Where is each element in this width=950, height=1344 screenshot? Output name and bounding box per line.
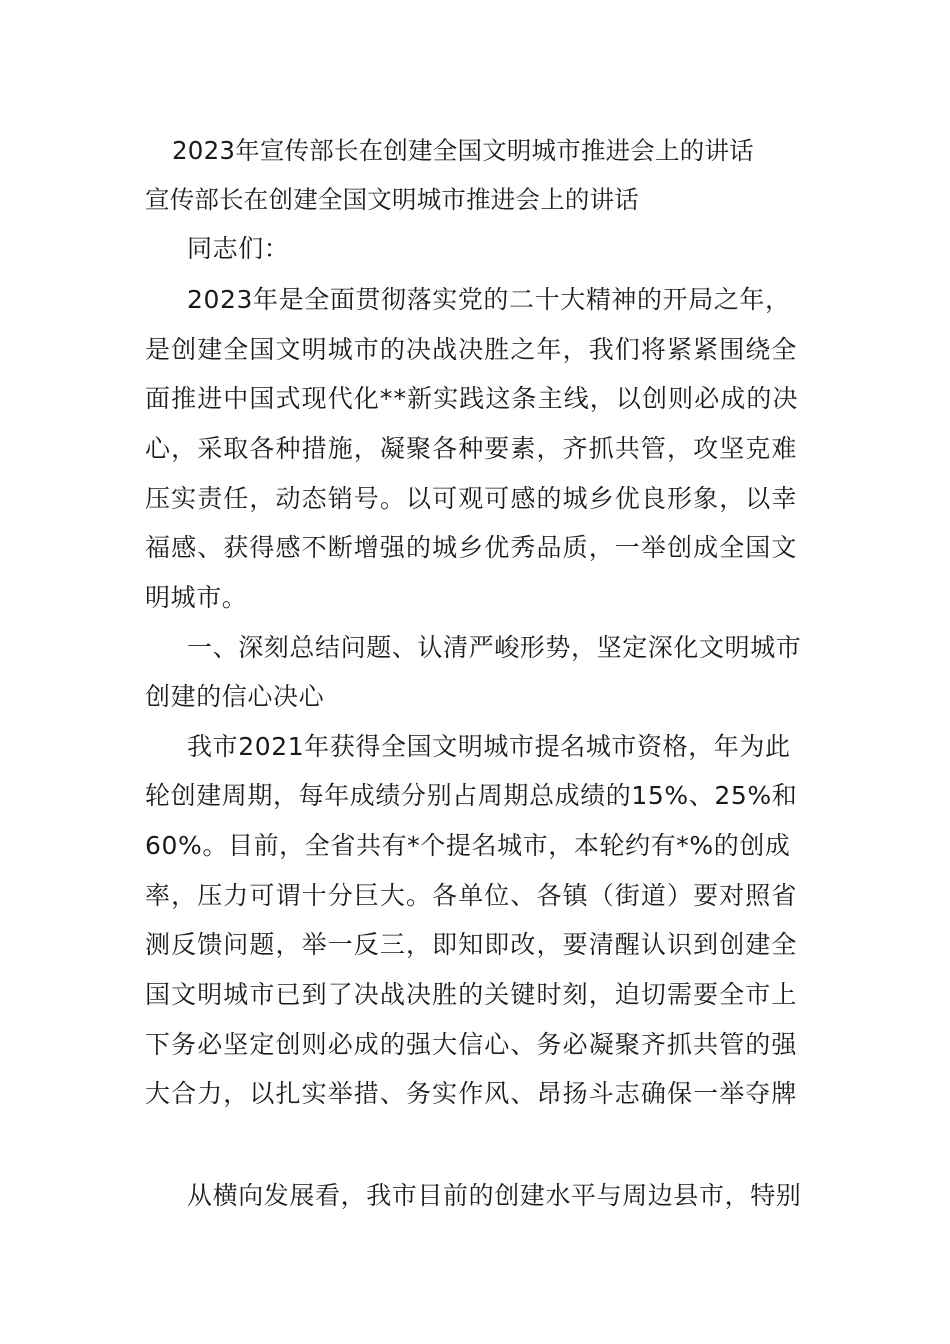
paragraph-line: 面推进中国式现代化**新实践这条主线，以创则必成的决: [145, 384, 799, 413]
paragraph-line: 60%。目前，全省共有*个提名城市，本轮约有*%的创成: [145, 831, 791, 860]
paragraph-line: 轮创建周期，每年成绩分别占周期总成绩的15%、25%和: [145, 781, 798, 810]
document-subtitle: 宣传部长在创建全国文明城市推进会上的讲话: [145, 185, 639, 214]
document-title: 2023年宣传部长在创建全国文明城市推进会上的讲话: [172, 136, 754, 165]
paragraph-line: 压实责任，动态销号。以可观可感的城乡优良形象，以幸: [145, 484, 798, 513]
paragraph-line: 率，压力可谓十分巨大。各单位、各镇（街道）要对照省: [145, 881, 798, 910]
paragraph-line: 大合力，以扎实举措、务实作风、昂扬斗志确保一举夺牌: [145, 1079, 798, 1108]
paragraph-line: 心，采取各种措施，凝聚各种要素，齐抓共管，攻坚克难: [145, 434, 798, 463]
section-heading: 一、深刻总结问题、认清严峻形势，坚定深化文明城市: [187, 633, 802, 662]
section-heading: 创建的信心决心: [145, 682, 325, 711]
salutation: 同志们：: [187, 234, 290, 263]
paragraph-line: 测反馈问题，举一反三，即知即改，要清醒认识到创建全: [145, 930, 798, 959]
paragraph-line: 国文明城市已到了决战决胜的关键时刻，迫切需要全市上: [145, 980, 798, 1009]
paragraph-line: 2023年是全面贯彻落实党的二十大精神的开局之年，: [187, 285, 791, 314]
paragraph-line: 下务必坚定创则必成的强大信心、务必凝聚齐抓共管的强: [145, 1030, 798, 1059]
paragraph-line: 福感、获得感不断增强的城乡优秀品质，一举创成全国文: [145, 533, 798, 562]
paragraph-line: 从横向发展看，我市目前的创建水平与周边县市，特别: [187, 1181, 802, 1210]
paragraph-line: 我市2021年获得全国文明城市提名城市资格，年为此: [187, 732, 791, 761]
paragraph-line: 是创建全国文明城市的决战决胜之年，我们将紧紧围绕全: [145, 335, 798, 364]
paragraph-line: 明城市。: [145, 583, 248, 612]
